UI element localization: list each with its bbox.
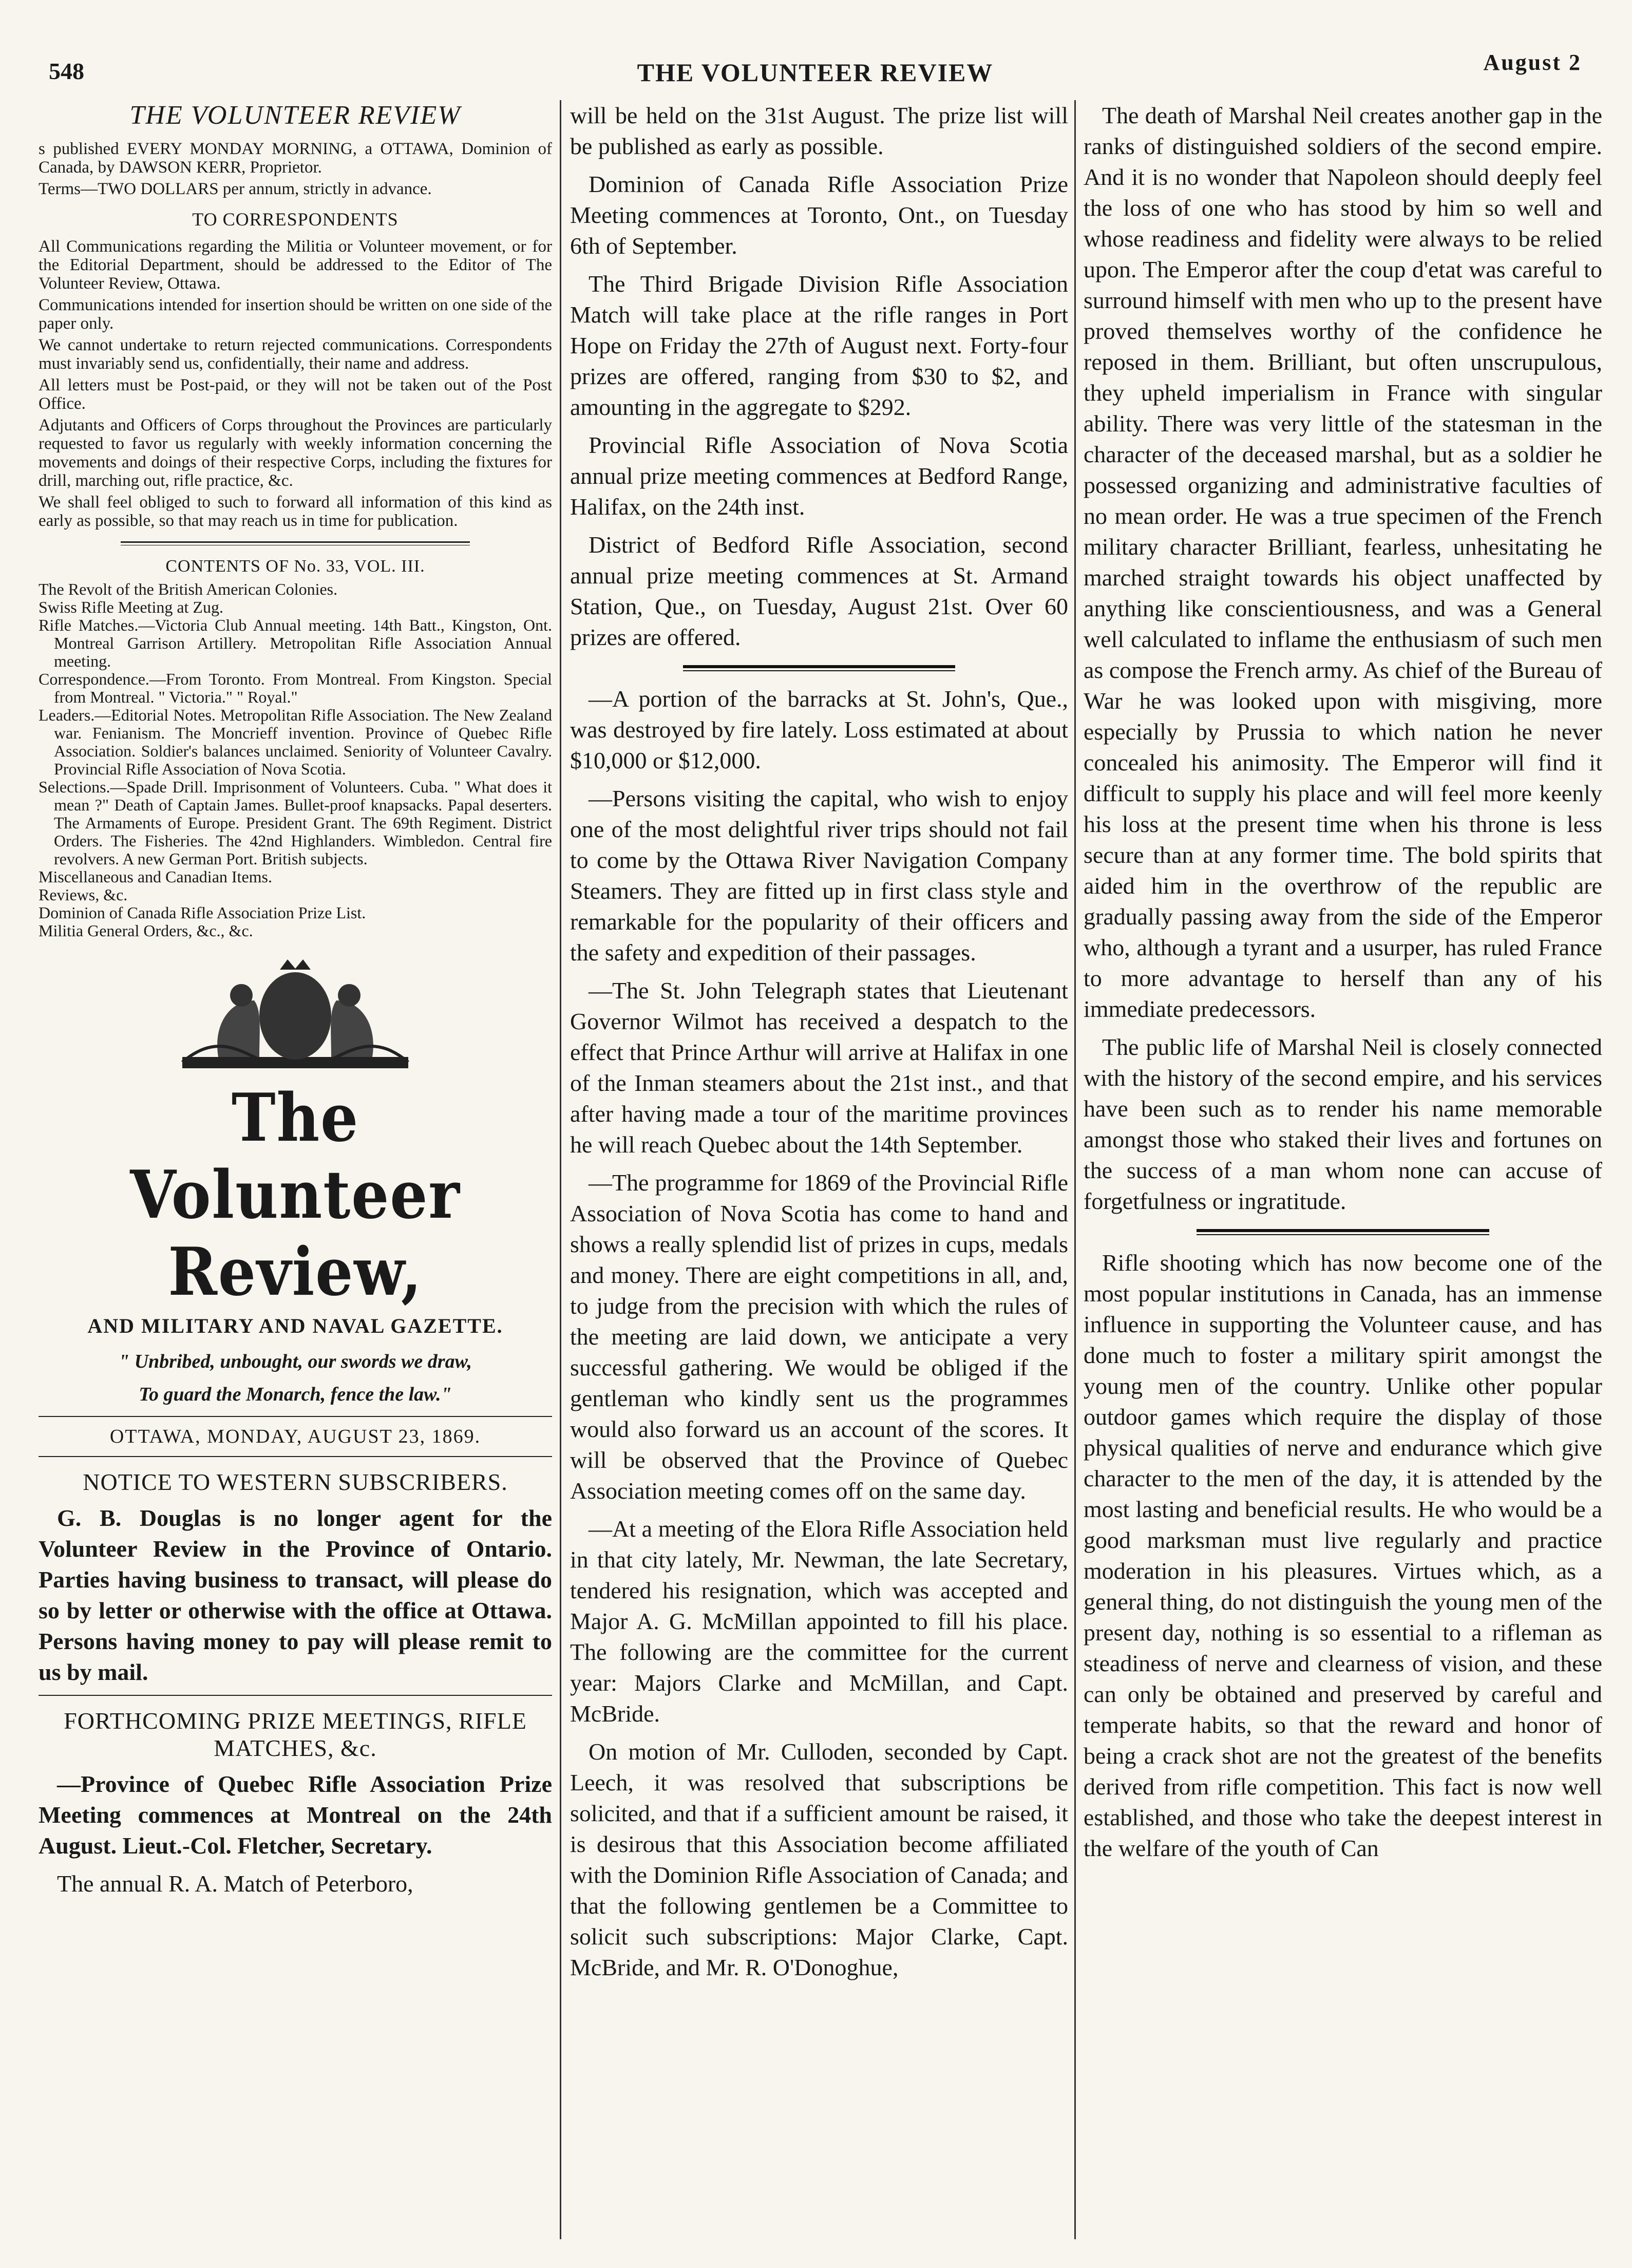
running-date: August 2: [1483, 50, 1582, 75]
article-paragraph: On motion of Mr. Culloden, seconded by Capt. Leech, it was resolved that subscriptions be solicited, and that if a sufficient amount be raised, it is desirous that this Association become affiliated with the Dominion Rifle Association of Canada; and that the following gentlemen be a Committee to solicit such subscriptions: Major Clarke, Capt. McBride, and Mr. R. O'Donoghue,: [570, 1738, 1068, 1980]
forthcoming-item: —Province of Quebec Rifle Association Prize Meeting commences at Montreal on the 24th August. Lieut.-Col. Fletcher, Secretary.: [39, 1771, 552, 1859]
column-rule-left: [560, 100, 561, 2239]
column-1: [39, 100, 552, 2237]
correspondents-note: We cannot undertake to return rejected communications. Correspondents must invariably send us, confidentially, their name and address.: [39, 336, 552, 373]
contents-item: Reviews, &c.: [39, 885, 128, 904]
correspondents-note: All Communications regarding the Militia or Volunteer movement, or for the Editorial Department, should be addressed to the Editor of The Volunteer Review, Ottawa.: [39, 237, 552, 293]
contents-heading: CONTENTS OF No. 33, VOL. III.: [165, 557, 425, 576]
contents-item: Rifle Matches.—Victoria Club Annual meeting. 14th Batt., Kingston, Ont. Montreal Garrison Artillery. Metropolitan Rifle Association Annual meeting.: [39, 616, 552, 670]
running-title: THE VOLUNTEER REVIEW: [637, 58, 994, 87]
contents-item: The Revolt of the British American Colonies.: [39, 580, 338, 598]
forthcoming-heading: FORTHCOMING PRIZE MEETINGS, RIFLE MATCHES, &c.: [64, 1708, 527, 1761]
correspondents-note: We shall feel obliged to such to forward all information of this kind as early as possible, so that may reach us in time for publication.: [39, 493, 552, 530]
article-paragraph: District of Bedford Rifle Association, second annual prize meeting commences at St. Armand Station, Que., on Tuesday, August 21st. Over 60 prizes are offered.: [570, 532, 1068, 650]
divider: [39, 1695, 552, 1696]
divider: [683, 665, 955, 671]
article-paragraph: —The programme for 1869 of the Provincial Rifle Association of Nova Scotia has come to hand and shows a really splendid list of prizes in cups, medals and money. There are eight competitions in all, and, to judge from the precision with which the rules of the meeting are laid down, we anticipate a very successful gathering. We would be obliged if the gentleman who kindly sent us the programmes would also forward us an account of the scores. It will be observed that the Province of Quebec Association meeting comes off on the same day.: [570, 1169, 1068, 1504]
column-rule-right: [1074, 100, 1076, 2239]
masthead-title: The Volunteer Review,: [130, 1080, 461, 1311]
correspondents-note: Communications intended for insertion should be written on one side of the paper only.: [39, 296, 552, 333]
masthead: [39, 954, 552, 1406]
correspondents-note: All letters must be Post-paid, or they will not be taken out of the Post Office.: [39, 376, 552, 413]
contents-list: [39, 580, 552, 940]
column-2: [570, 100, 1068, 2237]
contents-item: Leaders.—Editorial Notes. Metropolitan Rifle Association. The New Zealand war. Fenianism. The Moncrieff invention. Province of Quebec Rifle Association. Soldier's balances unclaimed. Seniority of Volunteer Cavalry. Provincial Rifle Association of Nova Scotia.: [39, 706, 552, 778]
article-paragraph: The death of Marshal Neil creates another gap in the ranks of distinguished soldiers of the second empire. And it is no wonder that Napoleon should deeply feel the loss of one who has stood by him so well and whose readiness and fidelity were always to be relied upon. The Emperor after the coup d'etat was careful to surround himself with men who up to the present have proved themselves worthy of the confidence he reposed in them. Brilliant, but often unscrupulous, they upheld imperialism in France with singular ability. There was very little of the statesman in the character of the deceased marshal, but as a soldier he possessed organizing and administrative faculties of no mean order. He was a true specimen of the French military character Brilliant, fearless, unhesitating he marched straight towards his object unaffected by anything like conscientiousness, and was a General well calculated to inflame the enthusiasm of such men as compose the French army. As chief of the Bureau of War he was looked upon with misgiving, more especially by Prussia to which nation he never concealed his animosity. The Emperor will find it difficult to supply his place and will feel more keenly his loss at the present time when his throne is less secure than at any former time. The bold spirits that aided him in the overthrow of the republic are gradually passing away from the side of the Emperor who, although a tyrant and a usurper, has ruled France to more advantage to herself than any of his immediate predecessors.: [1084, 102, 1602, 1022]
divider: [39, 1416, 552, 1417]
contents-item: Dominion of Canada Rifle Association Prize List.: [39, 903, 366, 922]
divider: [121, 541, 470, 545]
motto-line: To guard the Monarch, fence the law.": [139, 1384, 452, 1405]
article-paragraph: Rifle shooting which has now become one of the most popular institutions in Canada, has an immense influence in supporting the Volunteer cause, and has done much to foster a military spirit amongst the young men of the country. Unlike other popular outdoor games which require the display of those physical qualities of nerve and endurance which give character to the men of the day, it is attended by the most lasting and beneficial results. He who would be a good marksman must live regularly and practice moderation in his pleasures. Virtues which, as a general thing, do not distinguish the young men of the present day, nothing is so essential to a rifleman as steadiness of nerve and clearness of vision, and these can only be obtained and preserved by careful and temperate habits, so that the reward and honor of being a crack shot are not the greatest of the benefits derived from rifle competition. This fact is now well established, and those who take the deepest interest in the welfare of the youth of Can: [1084, 1250, 1602, 1861]
contents-item: Selections.—Spade Drill. Imprisonment of Volunteers. Cuba. " What does it mean ?" Death of Captain James. Bullet-proof knapsacks. Papal deserters. The Armaments of Europe. President Grant. The 69th Regiment. District Orders. The Fisheries. The 42nd Highlanders. Wimbledon. Central fire revolvers. A new German Port. British subjects.: [39, 778, 552, 868]
terms-notice: Terms—TWO DOLLARS per annum, strictly in advance.: [39, 180, 432, 198]
correspondents-note: Adjutants and Officers of Corps throughout the Provinces are particularly requested to favor us regularly with weekly information concerning the movements and doings of their respective Corps, including the fixtures for drill, marching out, rifle practice, &c.: [39, 416, 552, 490]
article-paragraph: —Persons visiting the capital, who wish to enjoy one of the most delightful river trips should not fail to come by the Ottawa River Navigation Company Steamers. They are fitted up in first class style and remarkable for the popularity of their officers and the safety and expedition of their passages.: [570, 785, 1068, 966]
page-number: 548: [49, 58, 84, 84]
article-paragraph: —A portion of the barracks at St. John's, Que., was destroyed by fire lately. Loss estimated at about $10,000 or $12,000.: [570, 686, 1068, 773]
article-paragraph: Provincial Rifle Association of Nova Scotia annual prize meeting commences at Bedford Range, Halifax, on the 24th inst.: [570, 432, 1068, 520]
article-paragraph: The public life of Marshal Neil is closely connected with the history of the second empire, and his services have been such as to render his name memorable amongst those who staked their lives and fortunes on the success of a man whom none can accuse of forgetfulness or ingratitude.: [1084, 1034, 1602, 1214]
article-paragraph: —At a meeting of the Elora Rifle Association held in that city lately, Mr. Newman, the late Secretary, tendered his resignation, which was accepted and Major A. G. McMillan appointed to fill his place. The following are the committee for the current year: Majors Clarke and McMillan, and Capt. McBride.: [570, 1516, 1068, 1727]
motto-line: " Unbribed, unbought, our swords we draw,: [118, 1351, 472, 1372]
contents-item: Correspondence.—From Toronto. From Montreal. From Kingston. Special from Montreal. " Victoria." " Royal.": [39, 670, 552, 706]
divider: [39, 1456, 552, 1457]
article-paragraph: will be held on the 31st August. The prize list will be published as early as possible.: [570, 102, 1068, 159]
contents-item: Miscellaneous and Canadian Items.: [39, 867, 272, 886]
article-paragraph: The Third Brigade Division Rifle Association Match will take place at the rifle ranges in Port Hope on Friday the 27th of August next. Forty-four prizes are offered, ranging from $30 to $2, and amounting in the aggregate to $292.: [570, 271, 1068, 420]
masthead-subtitle: AND MILITARY AND NAVAL GAZETTE.: [87, 1314, 503, 1337]
correspondents-heading: TO CORRESPONDENTS: [192, 209, 398, 230]
notice-heading: NOTICE TO WESTERN SUBSCRIBERS.: [83, 1469, 508, 1495]
article-paragraph: —The St. John Telegraph states that Lieutenant Governor Wilmot has received a despatch to the effect that Prince Arthur will arrive at Halifax in one of the Inman steamers about the 21st inst., and that after having made a tour of the maritime provinces he will reach Quebec about the 14th September.: [570, 977, 1068, 1158]
column-3: [1084, 100, 1602, 2237]
contents-item: Militia General Orders, &c., &c.: [39, 921, 253, 940]
forthcoming-item: The annual R. A. Match of Peterboro,: [57, 1870, 413, 1897]
issue-dateline: OTTAWA, MONDAY, AUGUST 23, 1869.: [109, 1426, 481, 1447]
section-title: THE VOLUNTEER REVIEW: [129, 101, 461, 130]
divider: [1197, 1229, 1489, 1235]
article-paragraph: Dominion of Canada Rifle Association Prize Meeting commences at Toronto, Ont., on Tuesday 6th of September.: [570, 171, 1068, 259]
royal-crest-icon: [151, 954, 439, 1078]
contents-item: Swiss Rifle Meeting at Zug.: [39, 598, 223, 616]
notice-body: G. B. Douglas is no longer agent for the Volunteer Review in the Province of Ontario. Parties having business to transact, will please do so by letter or otherwise with the office at Ottawa. Persons having money to pay will please remit to us by mail.: [39, 1505, 552, 1685]
publication-notice: s published EVERY MONDAY MORNING, a OTTAWA, Dominion of Canada, by DAWSON KERR, Proprietor.: [39, 140, 552, 177]
page-header: [49, 50, 1582, 104]
